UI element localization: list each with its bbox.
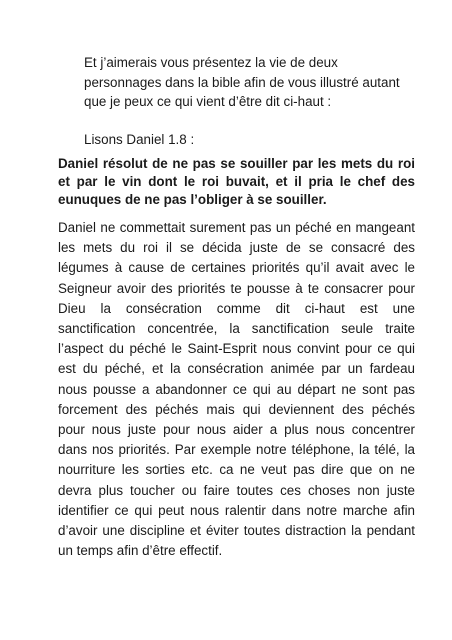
intro-paragraph: Et j’aimerais vous présentez la vie de deux personnages dans la bible afin de vous illustré autant que je peux ce qui vient d’être dit ci-haut : (84, 55, 400, 109)
scripture-reference: Lisons Daniel 1.8 : (84, 132, 195, 147)
scripture-verse: Daniel résolut de ne pas se souiller par les mets du roi et par le vin dont le roi buvait, et il pria le chef des eunuques de ne pas l’obliger à se souiller. (58, 156, 415, 208)
commentary-paragraph: Daniel ne commettait surement pas un péché en mangeant les mets du roi il se décida juste de se consacré des légumes à cause de certaines priorités qu’il avait avec le Seigneur avoir des priorités te pousse à te consacrer pour Dieu la consécration comme dit ci-haut est une sanctification concentrée, la sanctification seule traite l’aspect du péché le Saint-Esprit nous convint pour ce qui est du péché, et la consécration animée par un fardeau nous pousse a abandonner ce qui au départ ne sont pas forcement des péchés mais qui deviennent des péchés pour nous juste pour nous aider a plus nous concentrer dans nos priorités. Par exemple notre téléphone, la télé, la nourriture les sorties etc. ca ne veut pas dire que on ne devra plus toucher ou faire toutes ces choses non juste identifier ce qui peut nous ralentir dans notre marche afin d’avoir une discipline et éviter toutes distraction la pendant un temps afin d’être effectif. (58, 220, 415, 559)
